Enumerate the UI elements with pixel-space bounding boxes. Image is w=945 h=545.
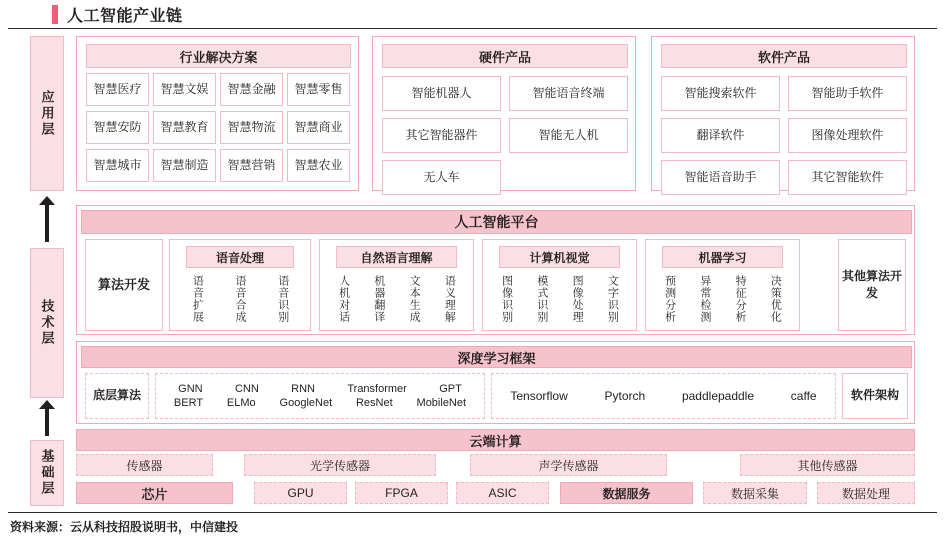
module-title: 语音处理 bbox=[186, 246, 294, 268]
solution-cell[interactable]: 智慧金融 bbox=[220, 73, 283, 106]
software-cell[interactable]: 图像处理软件 bbox=[788, 118, 907, 153]
sensor-item[interactable]: 传感器 bbox=[76, 454, 213, 476]
cloud-computing-bar[interactable]: 云端计算 bbox=[76, 429, 915, 451]
panel-industry-solutions bbox=[76, 36, 359, 191]
module-title: 计算机视觉 bbox=[499, 246, 620, 268]
sensor-item[interactable]: 其他传感器 bbox=[740, 454, 915, 476]
module-item[interactable]: 图像处理 bbox=[571, 274, 584, 323]
hardware-cell[interactable]: 智能语音终端 bbox=[509, 76, 628, 111]
solution-cell[interactable]: 智慧制造 bbox=[153, 149, 216, 182]
module-title: 机器学习 bbox=[662, 246, 783, 268]
software-cell[interactable]: 其它智能软件 bbox=[788, 160, 907, 195]
module-item[interactable]: 语音识别 bbox=[276, 274, 289, 323]
algorithm-item[interactable]: GoogleNet bbox=[279, 397, 333, 409]
module-items bbox=[489, 272, 630, 325]
module-item[interactable]: 机器翻译 bbox=[372, 274, 385, 323]
panel-title-deep-learning-framework: 深度学习框架 bbox=[81, 346, 912, 368]
module-machine-learning bbox=[645, 239, 800, 331]
module-natural-language-understanding bbox=[319, 239, 474, 331]
panel-hardware-products bbox=[372, 36, 636, 191]
algorithm-row bbox=[156, 396, 484, 410]
chip-item[interactable]: 数据处理 bbox=[817, 482, 915, 504]
module-speech-processing bbox=[169, 239, 311, 331]
chip-item[interactable]: ASIC bbox=[456, 482, 549, 504]
algorithm-row bbox=[156, 382, 484, 396]
framework-item[interactable]: Pytorch bbox=[604, 389, 646, 403]
source-note: 资料来源：云从科技招股说明书，中信建投 bbox=[10, 520, 239, 534]
module-item[interactable]: 特征分析 bbox=[734, 274, 747, 323]
module-items bbox=[326, 272, 467, 325]
other-algorithm-development-box[interactable]: 其他算法开发 bbox=[838, 239, 906, 331]
sensor-item[interactable]: 光学传感器 bbox=[244, 454, 436, 476]
framework-item[interactable]: paddlepaddle bbox=[681, 389, 755, 403]
algorithm-item[interactable]: GPT bbox=[439, 383, 462, 395]
module-items bbox=[176, 272, 304, 325]
module-item[interactable]: 语音扩展 bbox=[191, 274, 204, 323]
chip-item[interactable]: FPGA bbox=[355, 482, 448, 504]
algorithm-item[interactable]: CNN bbox=[234, 383, 259, 395]
module-title: 自然语言理解 bbox=[336, 246, 457, 268]
module-item[interactable]: 预测分析 bbox=[663, 274, 676, 323]
module-item[interactable]: 图像识别 bbox=[500, 274, 513, 323]
module-item[interactable]: 异常检测 bbox=[698, 274, 711, 323]
layer-label-application: 应用层 bbox=[30, 36, 64, 191]
chip-item[interactable]: 数据采集 bbox=[703, 482, 807, 504]
software-architecture-box[interactable]: 软件架构 bbox=[842, 373, 908, 419]
algorithm-item[interactable]: Transformer bbox=[347, 383, 407, 395]
solution-cell[interactable]: 智慧文娱 bbox=[153, 73, 216, 106]
chip-item[interactable]: 数据服务 bbox=[560, 482, 693, 504]
layer-label-technology: 技术层 bbox=[30, 248, 64, 398]
chip-item[interactable]: 芯片 bbox=[76, 482, 233, 504]
algorithm-list bbox=[155, 373, 485, 419]
software-cell[interactable]: 智能搜索软件 bbox=[661, 76, 780, 111]
framework-list bbox=[491, 373, 836, 419]
industry-solutions-grid bbox=[86, 73, 351, 183]
solution-cell[interactable]: 智慧物流 bbox=[220, 111, 283, 144]
solution-cell[interactable]: 智慧安防 bbox=[86, 111, 149, 144]
page-title bbox=[0, 0, 945, 28]
arrow-up-icon bbox=[39, 196, 55, 242]
bottom-algorithm-box[interactable]: 底层算法 bbox=[85, 373, 149, 419]
module-computer-vision bbox=[482, 239, 637, 331]
module-item[interactable]: 决策优化 bbox=[769, 274, 782, 323]
panel-ai-platform bbox=[76, 205, 915, 335]
algorithm-development-box[interactable]: 算法开发 bbox=[85, 239, 163, 331]
panel-title-hardware-products: 硬件产品 bbox=[382, 44, 628, 68]
layer-label-infrastructure: 基础层 bbox=[30, 440, 64, 506]
software-cell[interactable]: 翻译软件 bbox=[661, 118, 780, 153]
panel-title-ai-platform: 人工智能平台 bbox=[81, 210, 912, 234]
algorithm-item[interactable]: RNN bbox=[291, 383, 315, 395]
title-accent-bar bbox=[52, 5, 58, 24]
module-item[interactable]: 语音合成 bbox=[234, 274, 247, 323]
module-item[interactable]: 语义理解 bbox=[443, 274, 456, 323]
framework-item[interactable]: Tensorflow bbox=[510, 389, 568, 403]
panel-deep-learning-framework bbox=[76, 341, 915, 424]
software-cell[interactable]: 智能助手软件 bbox=[788, 76, 907, 111]
title-text: 人工智能产业链 bbox=[67, 7, 183, 25]
algorithm-item[interactable]: BERT bbox=[173, 397, 204, 409]
panel-software-products bbox=[651, 36, 915, 191]
module-item[interactable]: 文本生成 bbox=[408, 274, 421, 323]
hardware-cell[interactable]: 智能无人机 bbox=[509, 118, 628, 153]
panel-title-industry-solutions: 行业解决方案 bbox=[86, 44, 351, 68]
panel-title-software-products: 软件产品 bbox=[661, 44, 907, 68]
solution-cell[interactable]: 智慧城市 bbox=[86, 149, 149, 182]
solution-cell[interactable]: 智慧农业 bbox=[287, 149, 350, 182]
arrow-up-icon bbox=[39, 400, 55, 436]
module-items bbox=[652, 272, 793, 325]
solution-cell[interactable]: 智慧商业 bbox=[287, 111, 350, 144]
solution-cell[interactable]: 智慧医疗 bbox=[86, 73, 149, 106]
framework-item[interactable]: caffe bbox=[790, 389, 817, 403]
module-item[interactable]: 文字识别 bbox=[606, 274, 619, 323]
algorithm-item[interactable]: GNN bbox=[178, 383, 203, 395]
chip-item[interactable]: GPU bbox=[254, 482, 347, 504]
divider-bottom bbox=[8, 512, 937, 513]
solution-cell[interactable]: 智慧营销 bbox=[220, 149, 283, 182]
algorithm-item[interactable]: MobileNet bbox=[416, 397, 467, 409]
software-cell[interactable]: 智能语音助手 bbox=[661, 160, 780, 195]
module-item[interactable]: 人机对话 bbox=[337, 274, 350, 323]
divider-top bbox=[8, 28, 937, 29]
algorithm-item[interactable]: ELMo bbox=[226, 397, 256, 409]
solution-cell[interactable]: 智慧教育 bbox=[153, 111, 216, 144]
hardware-cell[interactable]: 其它智能器件 bbox=[382, 118, 501, 153]
algorithm-item[interactable]: ResNet bbox=[355, 397, 393, 409]
sensor-item[interactable]: 声学传感器 bbox=[470, 454, 667, 476]
hardware-cell[interactable]: 无人车 bbox=[382, 160, 501, 195]
hardware-cell[interactable]: 智能机器人 bbox=[382, 76, 501, 111]
module-item[interactable]: 模式识别 bbox=[535, 274, 548, 323]
solution-cell[interactable]: 智慧零售 bbox=[287, 73, 350, 106]
